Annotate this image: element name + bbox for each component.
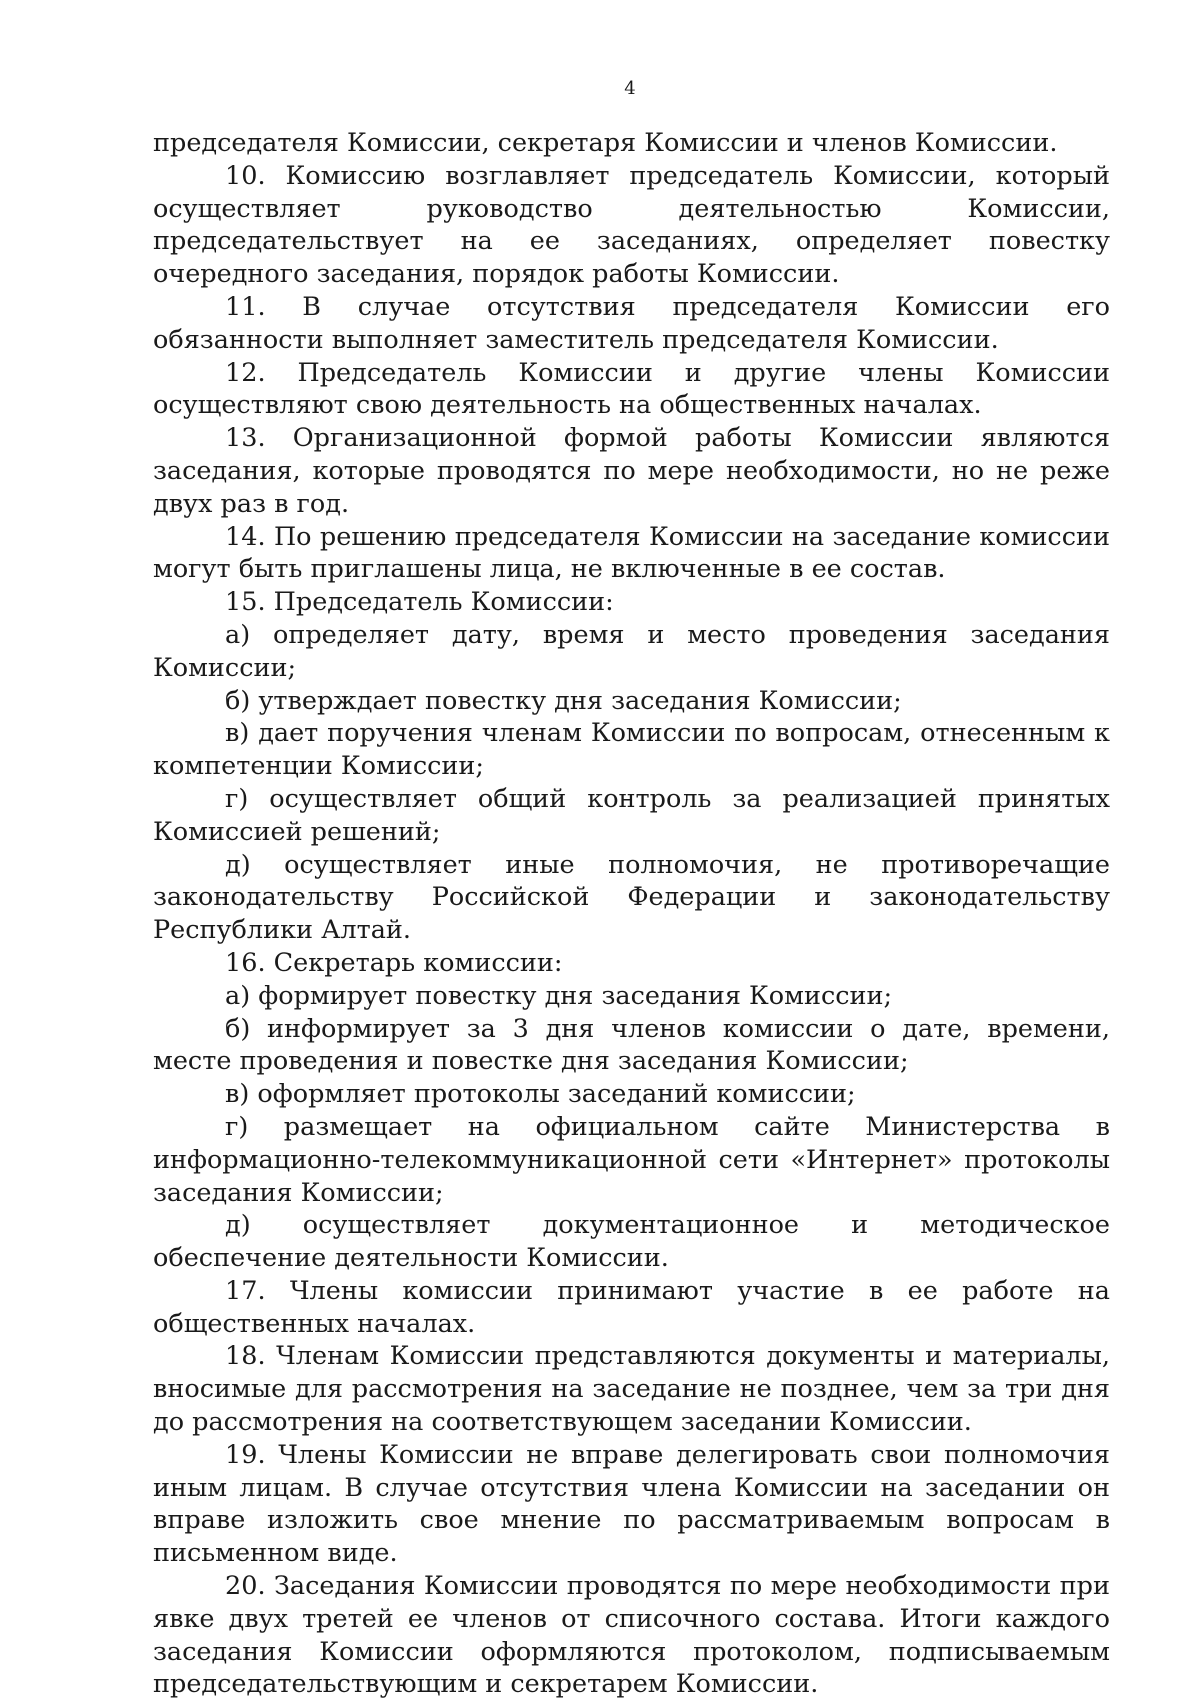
paragraph-item-16a: а) формирует повестку дня заседания Комиссии; bbox=[225, 980, 893, 1011]
paragraph-item-16: 16. Секретарь комиссии: bbox=[225, 947, 563, 978]
paragraph-item-15v: в) дает поручения членам Комиссии по вопросам, отнесенным к компетенции Комиссии; bbox=[153, 718, 1110, 782]
paragraph-continuation: председателя Комиссии, секретаря Комиссии и членов Комиссии. bbox=[153, 128, 1058, 158]
paragraph-item-15b: б) утверждает повестку дня заседания Комиссии; bbox=[225, 685, 902, 716]
paragraph-item-20: 20. Заседания Комиссии проводятся по мере необходимости при явке двух третей ее членов от списочного состава. Итоги каждого заседания Комиссии оформляются протоколом, подписываемым председательствующим и секретарем Комиссии. bbox=[153, 1571, 1110, 1700]
paragraph-item-16b: б) информирует за 3 дня членов комиссии о дате, времени, месте проведения и повестке дня заседания Комиссии; bbox=[153, 1013, 1110, 1077]
paragraph-item-12: 12. Председатель Комиссии и другие члены Комиссии осуществляют свою деятельность на общественных началах. bbox=[153, 357, 1110, 421]
paragraph-item-16d: д) осуществляет документационное и методическое обеспечение деятельности Комиссии. bbox=[153, 1210, 1110, 1274]
paragraph-item-18: 18. Членам Комиссии представляются документы и материалы, вносимые для рассмотрения на заседание не позднее, чем за три дня до рассмотрения на соответствующем заседании Комиссии. bbox=[153, 1341, 1110, 1438]
paragraph-item-10: 10. Комиссию возглавляет председатель Комиссии, который осуществляет руководство деятельностью Комиссии, председательствует на ее заседаниях, определяет повестку очередного заседания, порядок работы Комиссии. bbox=[153, 160, 1110, 290]
paragraph-item-14: 14. По решению председателя Комиссии на заседание комиссии могут быть приглашены лица, не включенные в ее состав. bbox=[153, 521, 1110, 585]
paragraph-item-19: 19. Члены Комиссии не вправе делегировать свои полномочия иным лицам. В случае отсутствия члена Комиссии на заседании он вправе изложить свое мнение по рассматриваемым вопросам в письменном виде. bbox=[153, 1439, 1110, 1569]
paragraph-item-11: 11. В случае отсутствия председателя Комиссии его обязанности выполняет заместитель председателя Комиссии. bbox=[153, 291, 1110, 355]
page-number: 4 bbox=[624, 78, 636, 99]
paragraph-item-15: 15. Председатель Комиссии: bbox=[225, 587, 614, 618]
document-body bbox=[153, 127, 1110, 1701]
paragraph-item-15g: г) осуществляет общий контроль за реализацией принятых Комиссией решений; bbox=[153, 783, 1110, 847]
paragraph-item-13: 13. Организационной формой работы Комиссии являются заседания, которые проводятся по мере необходимости, но не реже двух раз в год. bbox=[153, 423, 1110, 519]
paragraph-item-15a: а) определяет дату, время и место проведения заседания Комиссии; bbox=[153, 619, 1110, 683]
paragraph-item-17: 17. Члены комиссии принимают участие в ее работе на общественных началах. bbox=[153, 1275, 1110, 1339]
paragraph-item-15d: д) осуществляет иные полномочия, не противоречащие законодательству Российской Федерации и законодательству Республики Алтай. bbox=[153, 849, 1110, 946]
paragraph-item-16v: в) оформляет протоколы заседаний комиссии; bbox=[225, 1079, 856, 1110]
paragraph-item-16g: г) размещает на официальном сайте Министерства в информационно-телекоммуникационной сети «Интернет» протоколы заседания Комиссии; bbox=[153, 1111, 1110, 1208]
